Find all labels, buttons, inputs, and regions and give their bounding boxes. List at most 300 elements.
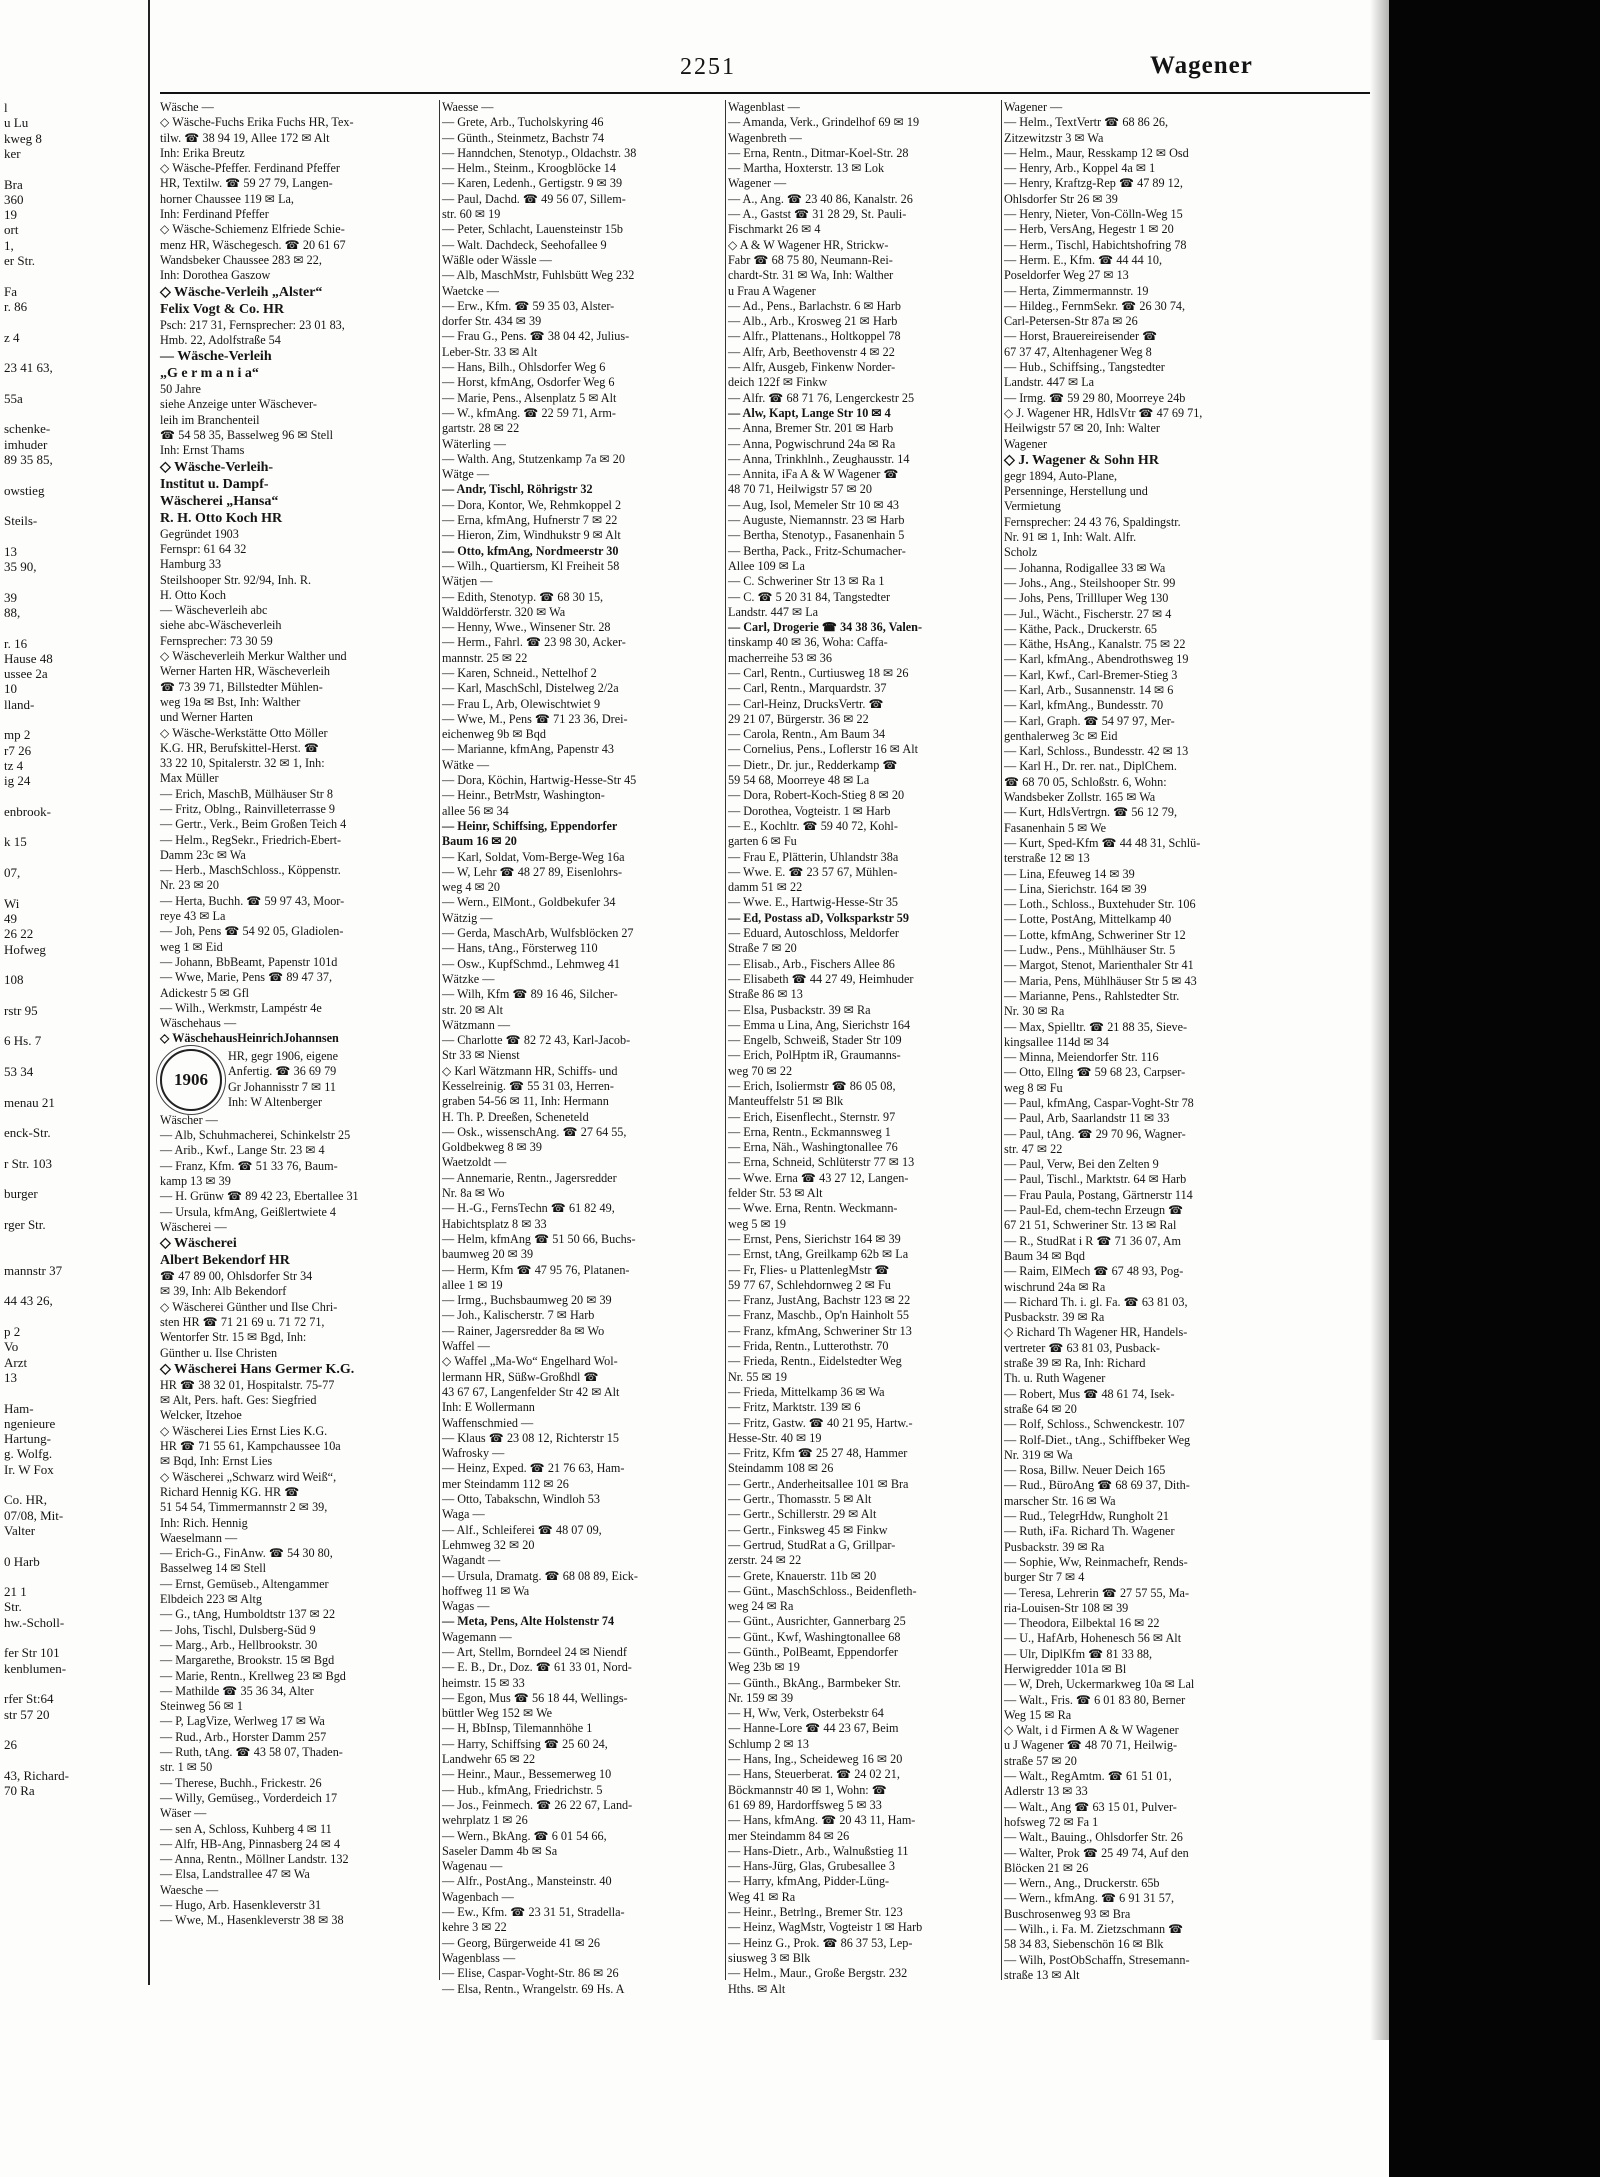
directory-entry-line: — Wilh., Quartiersm, Kl Freiheit 58	[442, 558, 620, 573]
directory-entry-line: — Frieda, Mittelkamp 36 ✉ Wa	[728, 1384, 885, 1399]
directory-entry-line: genthalerweg 3c ✉ Eid	[1004, 728, 1118, 743]
directory-entry-line: — Cornelius, Pens., Loflerstr 16 ✉ Alt	[728, 742, 918, 757]
directory-entry-line: — Margarethe, Brookstr. 15 ✉ Bgd	[160, 1653, 335, 1668]
directory-entry-line: Landwehr 65 ✉ 22	[442, 1752, 536, 1767]
gutter-fragment: rger Str.	[4, 1216, 46, 1232]
directory-entry-line: — Herm. E., Kfm. ☎ 44 44 10,	[1004, 252, 1163, 267]
directory-entry-line: Waffenschmied —	[442, 1415, 534, 1430]
directory-entry-line: Steindamm 108 ✉ 26	[728, 1461, 834, 1476]
directory-entry-line: — Herm, Kfm ☎ 47 95 76, Platanen-	[442, 1262, 630, 1277]
directory-entry-line: ◇ Walt, i d Firmen A & W Wagener	[1004, 1723, 1179, 1738]
directory-entry-line: — Frieda, Rentn., Eidelstedter Weg	[728, 1354, 902, 1369]
directory-entry-line: — Dora, Köchin, Hartwig-Hesse-Str 45	[442, 773, 637, 788]
directory-entry-line: Fasanenhain 5 ✉ We	[1004, 820, 1107, 835]
directory-entry-line: — H.-G., FernsTechn ☎ 61 82 49,	[442, 1201, 615, 1216]
directory-entry-line: ✉ 39, Inh: Alb Bekendorf	[160, 1284, 287, 1299]
directory-entry-line: — Hans-Jürg, Glas, Grubesallee 3	[728, 1859, 895, 1874]
directory-entry-line: gartstr. 28 ✉ 22	[442, 421, 520, 436]
directory-entry-line: Max Müller	[160, 771, 219, 786]
directory-entry-line: — Edith, Stenotyp. ☎ 68 30 15,	[442, 589, 604, 604]
directory-entry-line: — Helm., RegSekr., Friedrich-Ebert-	[160, 832, 342, 847]
directory-entry-line: Pusbackstr. 39 ✉ Ra	[1004, 1539, 1105, 1554]
directory-entry-line: — Marg., Arb., Hellbrookstr. 30	[160, 1637, 318, 1652]
directory-entry-line: — Hub., Schiffsing., Tangstedter	[1004, 360, 1165, 375]
directory-entry-line: Herwigredder 101a ✉ Bl	[1004, 1661, 1127, 1676]
directory-entry-line: — Hans, Bilh., Ohlsdorfer Weg 6	[442, 360, 606, 375]
directory-entry-line: ◇ Wäscherei „Schwarz wird Weiß“,	[160, 1469, 337, 1484]
directory-entry-line: — Joh., Kalischerstr. 7 ✉ Harb	[442, 1308, 595, 1323]
directory-entry-line: 50 Jahre	[160, 382, 201, 397]
directory-entry-line: — Margot, Stenot, Marienthaler Str 41	[1004, 958, 1194, 973]
directory-entry-line: Nr. 23 ✉ 20	[160, 878, 219, 893]
directory-entry-line: menz HR, Wäschegesch. ☎ 20 61 67	[160, 237, 346, 252]
directory-entry-line: weg 8 ✉ Fu	[1004, 1080, 1063, 1095]
directory-entry-line: — Marianne, Pens., Rahlstedter Str.	[1004, 988, 1180, 1003]
directory-entry-line: — Theodora, Eilbektal 16 ✉ 22	[1004, 1616, 1160, 1631]
directory-entry-line: — Paul, kfmAng, Caspar-Voght-Str 78	[1004, 1096, 1194, 1110]
directory-entry-line: Wagenbreth —	[728, 130, 802, 145]
directory-entry-line: — Wäscheverleih abc	[160, 603, 268, 618]
directory-entry-line: graben 54-56 ✉ 11, Inh: Hermann	[442, 1094, 609, 1109]
directory-entry-line: str. 47 ✉ 22	[1004, 1141, 1063, 1156]
directory-entry-line: — Alb., Arb., Krosweg 21 ✉ Harb	[728, 314, 898, 329]
directory-entry-line: — Aug, Isol, Memeler Str 10 ✉ 43	[728, 497, 900, 512]
directory-entry-line: — Walt., Fris. ☎ 6 01 83 80, Berner	[1004, 1692, 1186, 1707]
directory-entry-line: ◇ Wäsche-Pfeffer. Ferdinand Pfeffer	[160, 161, 340, 176]
directory-entry-line: — Marie, Rentn., Krellweg 23 ✉ Bgd	[160, 1668, 346, 1683]
directory-entry-line: — Helm., TextVertr ☎ 68 86 26,	[1004, 115, 1169, 130]
gutter-fragment: fer Str 101	[4, 1645, 60, 1661]
directory-entry-line: — Dorothea, Vogteistr. 1 ✉ Harb	[728, 803, 891, 818]
directory-entry-line: — Charlotte ☎ 82 72 43, Karl-Jacob-	[442, 1033, 631, 1048]
directory-entry-line: Waetcke —	[442, 283, 499, 298]
directory-entry-line: — Günth., PolBeamt, Eppendorfer	[728, 1644, 898, 1659]
running-head: Wagener	[1150, 52, 1253, 79]
directory-entry-line: — W, Lehr ☎ 48 27 89, Eisenlohrs-	[442, 864, 623, 879]
directory-entry-line: — Johann, BbBeamt, Papenstr 101d	[160, 954, 338, 969]
directory-entry-line: Fernsprecher: 73 30 59	[160, 633, 273, 648]
directory-entry-line: — Wwe. E. ☎ 23 57 67, Mühlen-	[728, 864, 898, 879]
directory-entry-line: — Otto, kfmAng, Nordmeerstr 30	[442, 543, 619, 558]
gutter-fragment: 53 34	[4, 1063, 34, 1079]
directory-entry-line: Wäschehaus —	[160, 1016, 237, 1031]
directory-entry-line: — Rainer, Jagersredder 8a ✉ Wo	[442, 1323, 605, 1338]
directory-entry-line: — Erich, MaschB, Mülhäuser Str 8	[160, 786, 333, 801]
directory-entry-line: — Wilh, PostObSchaffn, Stresemann-	[1004, 1952, 1190, 1967]
directory-entry-line: — Karl, MaschSchl, Distelweg 2/2a	[442, 681, 619, 696]
directory-entry-line: — Teresa, Lehrerin ☎ 27 57 55, Ma-	[1004, 1585, 1190, 1600]
gutter-fragment: Fa	[4, 283, 17, 299]
directory-entry-line: — Karl, Soldat, Vom-Berge-Weg 16a	[442, 849, 625, 864]
directory-entry-line: — Herm., Tischl, Habichtshofring 78	[1004, 237, 1187, 252]
directory-entry-line: Wafrosky —	[442, 1446, 505, 1461]
directory-entry-line: — Gertr., Finksweg 45 ✉ Finkw	[728, 1522, 888, 1537]
directory-entry-line: — Anna, Pogwischrund 24a ✉ Ra	[728, 436, 896, 451]
directory-entry-line: siehe abc-Wäscheverleih	[160, 618, 282, 633]
directory-entry-line: — Lina, Efeuweg 14 ✉ 39	[1004, 866, 1135, 881]
directory-entry-line: — C. Schweriner Str 13 ✉ Ra 1	[728, 574, 885, 589]
directory-entry-line: — Carl, Drogerie ☎ 34 38 36, Valen-	[728, 620, 923, 635]
directory-entry-line: — Elsa, Pusbackstr. 39 ✉ Ra	[728, 1002, 871, 1017]
directory-entry-line: — Frau Paula, Postang, Gärtnerstr 114	[1004, 1187, 1193, 1202]
directory-entry-line: — Anna, Bremer Str. 201 ✉ Harb	[728, 421, 894, 436]
gutter-fragment: p 2	[4, 1324, 21, 1339]
directory-entry-line: — Fritz, Gastw. ☎ 40 21 95, Hartw.-	[728, 1415, 913, 1430]
directory-entry-line: — Heinr., Betrlng., Bremer Str. 123	[728, 1905, 903, 1920]
directory-entry-line: — Wwe. E., Hartwig-Hesse-Str 35	[728, 895, 899, 910]
directory-entry-line: — Wwe. Erna, Rentn. Weckmann-	[728, 1201, 898, 1216]
directory-entry-line: H. Otto Koch	[160, 587, 227, 602]
directory-entry-line: — Kurt, HdlsVertrgn. ☎ 56 12 79,	[1004, 805, 1178, 820]
directory-entry-line: str. 1 ✉ 50	[160, 1760, 213, 1775]
directory-entry-line: Wätge —	[442, 467, 490, 482]
directory-entry-line: — Frau G., Pens. ☎ 38 04 42, Julius-	[442, 329, 630, 344]
directory-entry-line: felder Str. 53 ✉ Alt	[728, 1186, 823, 1201]
directory-entry-line: H. Th. P. Dreeßen, Scheneteld	[442, 1109, 589, 1124]
directory-entry-line: Wäscherei —	[160, 1219, 227, 1234]
directory-entry-line: Wäsche —	[160, 100, 214, 114]
directory-entry-line: 61 69 89, Hardorffsweg 5 ✉ 33	[728, 1797, 882, 1812]
directory-entry-line: ◇ WäschehausHeinrichJohannsen	[160, 1031, 339, 1046]
gutter-fragment: ort	[4, 222, 19, 238]
directory-entry-line: Th. u. Ruth Wagener	[1004, 1371, 1106, 1386]
directory-entry-line: Str 33 ✉ Nienst	[442, 1048, 520, 1063]
directory-entry-line: Nr. 159 ✉ 39	[728, 1690, 794, 1705]
directory-entry-line: — Erw., Kfm. ☎ 59 35 03, Alster-	[442, 298, 615, 313]
logo-block-line: Inh: W Altenberger	[228, 1095, 323, 1110]
directory-entry-line: Wätke —	[442, 757, 490, 772]
directory-entry-line: — E., Kochltr. ☎ 59 40 72, Kohl-	[728, 818, 898, 833]
founding-year-seal: 1906	[160, 1049, 222, 1111]
directory-entry-line: — Heinr., BetrMstr, Washington-	[442, 788, 605, 803]
directory-entry-line: — Rud., BüroAng ☎ 68 69 37, Dith-	[1004, 1478, 1190, 1493]
directory-entry-line: — Wilh., i. Fa. M. Zietzschmann ☎	[1004, 1922, 1184, 1937]
directory-entry-line: — Emma u Lina, Ang, Sierichstr 164	[728, 1017, 911, 1032]
directory-entry-line: gegr 1894, Auto-Plane,	[1004, 468, 1118, 483]
directory-entry-line: sten HR ☎ 71 21 69 u. 71 72 71,	[160, 1315, 325, 1329]
logo-block-line: Anfertig. ☎ 36 69 79	[228, 1064, 337, 1079]
directory-entry-line: — Rosa, Billw. Neuer Deich 165	[1004, 1463, 1166, 1478]
directory-entry-line: — Hans-Dietr., Arb., Walnußstieg 11	[728, 1843, 909, 1858]
directory-entry-line: — Alf., Schleiferei ☎ 48 07 09,	[442, 1522, 602, 1537]
gutter-fragment: r. 16	[4, 635, 28, 651]
directory-entry-line: — Käthe, Pack., Druckerstr. 65	[1004, 621, 1157, 636]
directory-entry-line: Landstr. 447 ✉ La	[728, 604, 819, 619]
directory-entry-line: — Lina, Sierichstr. 164 ✉ 39	[1004, 881, 1147, 896]
directory-entry-line: hoffweg 11 ✉ Wa	[442, 1583, 530, 1598]
gutter-fragment: Steils-	[4, 513, 38, 529]
directory-entry-line: — Ernst, tAng, Greilkamp 62b ✉ La	[728, 1247, 909, 1262]
directory-entry-line: — Grete, Arb., Tucholskyring 46	[442, 115, 604, 130]
directory-entry-line: — Dietr., Dr. jur., Redderkamp ☎	[728, 757, 898, 772]
gutter-fragment: g. Wolfg.	[4, 1446, 53, 1462]
directory-entry-line: hofsweg 72 ✉ Fa 1	[1004, 1814, 1099, 1829]
directory-entry-line: ◇ Richard Th Wagener HR, Handels-	[1004, 1325, 1188, 1340]
directory-entry-line: ☎ 47 89 00, Ohlsdorfer Str 34	[160, 1269, 313, 1284]
directory-entry-line: 29 21 07, Bürgerstr. 36 ✉ 22	[728, 711, 869, 726]
directory-entry-line: terstraße 12 ✉ 13	[1004, 851, 1090, 866]
gutter-fragment: l	[4, 100, 8, 115]
directory-entry-line: Inh: E Wollermann	[442, 1400, 535, 1415]
directory-entry-line: Wagener —	[1004, 100, 1063, 114]
directory-entry-line: Baum 34 ✉ Bqd	[1004, 1248, 1085, 1263]
directory-entry-line: — Franz, kfmAng, Schweriner Str 13	[728, 1323, 912, 1338]
gutter-fragment: r Str. 103	[4, 1155, 53, 1171]
directory-entry-line: Felix Vogt & Co. HR	[160, 301, 285, 317]
directory-entry-line: — Otto, Ellng ☎ 59 68 23, Carpser-	[1004, 1065, 1186, 1080]
directory-entry-line: — Paul-Ed, chem-techn Erzeugn ☎	[1004, 1203, 1184, 1218]
directory-entry-line: Inh: Erika Breutz	[160, 145, 245, 160]
directory-entry-line: — Elisab., Arb., Fischers Allee 86	[728, 956, 895, 971]
directory-entry-line: 33 22 10, Spitalerstr. 32 ✉ 1, Inh:	[160, 756, 325, 771]
directory-entry-line: Straße 7 ✉ 20	[728, 941, 797, 956]
directory-entry-line: Wagenblass —	[442, 1950, 516, 1965]
gutter-fragment: Arzt	[4, 1354, 28, 1370]
column-divider	[1001, 100, 1002, 1980]
directory-entry-line: — Elsa, Rentn., Wrangelstr. 69 Hs. A	[442, 1981, 625, 1996]
directory-entry-line: — Kurt, Sped-Kfm ☎ 44 48 31, Schlü-	[1004, 835, 1201, 850]
directory-entry-line: ◇ Wäscherei Günther und Ilse Chri-	[160, 1299, 338, 1314]
directory-entry-line: — Karen, Ledenh., Gertigstr. 9 ✉ 39	[442, 176, 623, 191]
gutter-fragment: ker	[4, 145, 21, 161]
directory-entry-line: weg 4 ✉ 20	[442, 880, 500, 895]
directory-entry-line: Elbdeich 223 ✉ Altg	[160, 1592, 262, 1607]
directory-entry-line: Fernspr: 61 64 32	[160, 541, 247, 556]
directory-entry-line: — Wern., BkAng. ☎ 6 01 54 66,	[442, 1828, 607, 1843]
directory-entry-line: — Helm., Maur, Resskamp 12 ✉ Osd	[1004, 145, 1189, 160]
directory-entry-line: — Elsa, Landstrallee 47 ✉ Wa	[160, 1867, 310, 1882]
directory-entry-line: — A., Gastst ☎ 31 28 29, St. Pauli-	[728, 207, 907, 222]
directory-entry-line: — Hugo, Arb. Hasenkleverstr 31	[160, 1897, 322, 1912]
directory-entry-line: Adlerstr 13 ✉ 33	[1004, 1784, 1088, 1799]
directory-entry-line: vertreter ☎ 63 81 03, Pusback-	[1004, 1340, 1160, 1355]
directory-entry-line: Steinweg 56 ✉ 1	[160, 1699, 243, 1714]
directory-entry-line: Wätzmann —	[442, 1017, 511, 1032]
directory-entry-line: — Rolf, Schloss., Schwenckestr. 107	[1004, 1417, 1185, 1432]
directory-entry-line: — Karl, kfmAng., Bundesstr. 70	[1004, 698, 1164, 713]
directory-entry-line: — Günth., BkAng., Barmbeker Str.	[728, 1675, 901, 1690]
directory-entry-line: ◇ A & W Wagener HR, Strickw-	[728, 237, 889, 252]
directory-entry-line: — Hans, Steuerberat. ☎ 24 02 21,	[728, 1767, 900, 1782]
directory-entry-line: — Ursula, kfmAng, Geißlertwiete 4	[160, 1204, 336, 1219]
directory-entry-line: — Arib., Kwf., Lange Str. 23 ✉ 4	[160, 1143, 325, 1158]
directory-entry-line: Nr. 91 ✉ 1, Inh: Walt. Alfr.	[1004, 530, 1137, 545]
directory-entry-line: — Erich, Eisenflecht., Sternstr. 97	[728, 1109, 896, 1124]
directory-entry-line: 43 67 67, Langenfelder Str 42 ✉ Alt	[442, 1384, 620, 1399]
directory-entry-line: Adickestr 5 ✉ Gfl	[160, 985, 250, 1000]
gutter-fragment: mannstr 37	[4, 1262, 63, 1278]
directory-entry-line: Basselweg 14 ✉ Stell	[160, 1561, 267, 1576]
gutter-fragment: mp 2	[4, 727, 31, 743]
directory-entry-line: Wagenbach —	[442, 1889, 514, 1904]
directory-entry-line: K.G. HR, Berufskittel-Herst. ☎	[160, 740, 320, 755]
directory-entry-line: — Erna, Näh., Washingtonallee 76	[728, 1140, 898, 1155]
directory-entry-line: 67 37 47, Altenhagener Weg 8	[1004, 344, 1152, 359]
directory-entry-line: Wätzig —	[442, 910, 493, 925]
directory-entry-line: 51 54 54, Timmermannstr 2 ✉ 39,	[160, 1500, 328, 1515]
directory-entry-line: heimstr. 15 ✉ 33	[442, 1675, 525, 1690]
directory-entry-line: — Helm., Steinm., Kroogblöcke 14	[442, 161, 616, 176]
directory-entry-line: — Erna, kfmAng, Hufnerstr 7 ✉ 22	[442, 513, 618, 528]
directory-entry-line: straße 13 ✉ Alt	[1004, 1967, 1080, 1982]
gutter-fragment: lland-	[4, 696, 35, 712]
directory-entry-line: — Erich, Isoliermstr ☎ 86 05 08,	[728, 1079, 896, 1093]
directory-entry-line: R. H. Otto Koch HR	[160, 510, 283, 526]
directory-entry-line: — Walth. Ang, Stutzenkamp 7a ✉ 20	[442, 451, 625, 466]
gutter-fragment: Wi	[4, 895, 20, 911]
logo-block-line: Gr Johannisstr 7 ✉ 11	[228, 1079, 336, 1094]
page-number: 2251	[680, 54, 736, 80]
directory-entry-line: — Annemarie, Rentn., Jagersredder	[442, 1170, 617, 1185]
directory-entry-line: — Karl, Graph. ☎ 54 97 97, Mer-	[1004, 713, 1175, 728]
directory-entry-line: chardt-Str. 31 ✉ Wa, Inh: Walther	[728, 268, 894, 283]
directory-entry-line: — Frau E, Plätterin, Uhlandstr 38a	[728, 849, 899, 864]
directory-entry-line: — Paul, Verw, Bei den Zelten 9	[1004, 1157, 1159, 1172]
directory-entry-line: — Therese, Buchh., Frickestr. 26	[160, 1775, 322, 1790]
directory-entry-line: — C. ☎ 5 20 31 84, Tangstedter	[728, 589, 891, 604]
directory-entry-line: — Gertrud, StudRat a G, Grillpar-	[728, 1537, 896, 1552]
directory-entry-line: — Wwe, M., Hasenkleverstr 38 ✉ 38	[160, 1913, 344, 1928]
directory-entry-line: Landstr. 447 ✉ La	[1004, 375, 1095, 390]
directory-entry-line: — Ernst, Pens, Sierichstr 164 ✉ 39	[728, 1231, 901, 1246]
directory-entry-line: Heilwigstr 57 ✉ 20, Inh: Walter	[1004, 421, 1160, 436]
directory-entry-line: — Elise, Caspar-Voght-Str. 86 ✉ 26	[442, 1966, 619, 1981]
directory-entry-line: ✉ Alt, Pers. haft. Ges: Siegfried	[160, 1393, 317, 1408]
directory-entry-line: Psch: 217 31, Fernsprecher: 23 01 83,	[160, 317, 345, 332]
directory-entry-line: Böckmannstr 40 ✉ 1, Wohn: ☎	[728, 1782, 887, 1797]
directory-entry-line: — Robert, Mus ☎ 48 61 74, Isek-	[1004, 1386, 1175, 1401]
directory-entry-line: Waeselmann —	[160, 1530, 238, 1545]
directory-entry-line: — Herb, VersAng, Hegestr 1 ✉ 20	[1004, 222, 1174, 237]
directory-entry-line: siehe Anzeige unter Wäschever-	[160, 397, 317, 412]
directory-entry-line: Persenninge, Herstellung und	[1004, 484, 1148, 499]
directory-entry-line: — Horst, kfmAng, Osdorfer Weg 6	[442, 375, 615, 390]
directory-entry-line: — Auguste, Niemannstr. 23 ✉ Harb	[728, 513, 905, 528]
column-divider	[439, 100, 440, 1980]
directory-entry-line: — Paul, Arb, Saarlandstr 11 ✉ 33	[1004, 1111, 1170, 1126]
gutter-fragment: kweg 8	[4, 130, 42, 146]
directory-entry-line: — Erna, Rentn., Ditmar-Koel-Str. 28	[728, 145, 909, 160]
directory-entry-line: — Annita, iFa A & W Wagener ☎	[728, 467, 899, 482]
directory-entry-line: — Franz, Maschb., Op'n Hainholt 55	[728, 1308, 909, 1323]
directory-entry-line: — Alfr., PostAng., Mansteinstr. 40	[442, 1874, 612, 1889]
directory-entry-line: weg 70 ✉ 22	[728, 1063, 793, 1078]
directory-entry-line: ◇ Wäsche-Verleih „Alster“	[160, 284, 323, 300]
directory-entry-line: — Peter, Schlacht, Lauensteinstr 15b	[442, 222, 623, 237]
directory-entry-line: 67 21 51, Schweriner Str. 13 ✉ Ral	[1004, 1218, 1177, 1233]
directory-entry-line: weg 5 ✉ 19	[728, 1216, 786, 1231]
directory-entry-line: — Walt., RegAmtm. ☎ 61 51 01,	[1004, 1769, 1172, 1784]
gutter-fragment: 44 43 26,	[4, 1293, 53, 1309]
directory-entry-line: — Heinr., Maur., Bessemerweg 10	[442, 1767, 612, 1782]
directory-entry-line: — Paul, Tischl., Marktstr. 64 ✉ Harb	[1004, 1172, 1187, 1187]
directory-entry-line: mannstr. 25 ✉ 22	[442, 650, 528, 665]
gutter-fragment: Ir. W Fox	[4, 1461, 54, 1477]
directory-entry-line: — H, Ww, Verk, Osterbekstr 64	[728, 1706, 884, 1721]
directory-entry-line: Steilshooper Str. 92/94, Inh. R.	[160, 572, 311, 587]
directory-entry-line: eichenweg 9b ✉ Bqd	[442, 727, 546, 742]
directory-entry-line: — Irmg., Buchsbaumweg 20 ✉ 39	[442, 1293, 612, 1308]
directory-entry-line: — Egon, Mus ☎ 56 18 44, Wellings-	[442, 1690, 628, 1705]
directory-entry-line: — Paul, tAng. ☎ 29 70 96, Wagner-	[1004, 1126, 1186, 1141]
directory-entry-line: ◇ Wäsche-Verleih-	[160, 459, 274, 475]
directory-entry-line: straße 64 ✉ 20	[1004, 1401, 1077, 1416]
directory-entry-line: — Johs., Ang., Steilshooper Str. 99	[1004, 575, 1176, 590]
directory-entry-line: — Erna, Schneid, Schlüterstr 77 ✉ 13	[728, 1155, 915, 1170]
gutter-fragment: burger	[4, 1186, 38, 1202]
directory-entry-line: 48 70 71, Heilwigstr 57 ✉ 20	[728, 482, 872, 497]
directory-entry-line: — Ruth, tAng. ☎ 43 58 07, Thaden-	[160, 1745, 343, 1760]
directory-entry-line: — Günth., Steinmetz, Bachstr 74	[442, 130, 605, 145]
directory-entry-line: — Helm, kfmAng ☎ 51 50 66, Buchs-	[442, 1231, 636, 1246]
advertiser-logo-block	[160, 1049, 438, 1111]
directory-entry-line: — Frau L, Arb, Olewischtwiet 9	[442, 696, 601, 711]
gutter-fragment: 26	[4, 1737, 17, 1753]
directory-entry-line: — W., kfmAng. ☎ 22 59 71, Arm-	[442, 405, 616, 420]
gutter-fragment: 26 22	[4, 926, 34, 942]
directory-entry-line: Wentorfer Str. 15 ✉ Bgd, Inh:	[160, 1330, 307, 1345]
directory-entry-line: Scholz	[1004, 545, 1038, 560]
directory-entry-line: — Alb, MaschMstr, Fuhlsbütt Weg 232	[442, 268, 635, 283]
directory-entry-line: — H. Grünw ☎ 89 42 23, Ebertallee 31	[160, 1189, 359, 1204]
directory-entry-line: Weg 15 ✉ Ra	[1004, 1707, 1072, 1722]
directory-entry-line: Inh: Dorothea Gaszow	[160, 268, 271, 283]
directory-entry-line: — Fritz, Marktstr. 139 ✉ 6	[728, 1400, 861, 1415]
directory-entry-line: — Raim, ElMech ☎ 67 48 93, Pog-	[1004, 1264, 1184, 1279]
gutter-fragment: 23 41 63,	[4, 360, 53, 376]
directory-entry-line: — Wäsche-Verleih	[160, 349, 272, 365]
directory-entry-line: — Herta, Zimmermannstr. 19	[1004, 283, 1149, 298]
directory-entry-line: „G e r m a n i a“	[160, 366, 259, 382]
directory-entry-line: Wagenblast —	[728, 100, 800, 114]
directory-entry-line: ☎ 73 39 71, Billstedter Mühlen-	[160, 679, 323, 694]
directory-entry-line: — Hub., kfmAng, Friedrichstr. 5	[442, 1782, 603, 1797]
directory-entry-line: Fernsprecher: 24 43 76, Spaldingstr.	[1004, 514, 1181, 529]
directory-entry-line: ☎ 68 70 05, Schloßstr. 6, Wohn:	[1004, 774, 1167, 789]
directory-entry-line: — Carl, Rentn., Curtiusweg 18 ✉ 26	[728, 665, 909, 680]
directory-entry-line: — Carl, Rentn., Marquardstr. 37	[728, 681, 887, 696]
directory-entry-line: — Henry, Kraftzg-Rep ☎ 47 89 12,	[1004, 176, 1183, 191]
directory-entry-line: Inh: Rich. Hennig	[160, 1515, 248, 1530]
directory-entry-line: — Ed, Postass aD, Volksparkstr 59	[728, 910, 909, 925]
directory-entry-line: straße 57 ✉ 20	[1004, 1753, 1077, 1768]
directory-entry-line: ◇ Wäsche-Werkstätte Otto Möller	[160, 725, 328, 740]
directory-entry-line: — Rud., TelegrHdw, Rungholt 21	[1004, 1509, 1170, 1524]
directory-entry-line: kingsallee 114d ✉ 34	[1004, 1034, 1109, 1049]
directory-entry-line: ria-Louisen-Str 108 ✉ 39	[1004, 1600, 1129, 1615]
directory-entry-line: — Walter, Prok ☎ 25 49 74, Auf den	[1004, 1845, 1189, 1860]
directory-entry-line: str. 20 ✉ Alt	[442, 1002, 504, 1017]
directory-entry-line: kehre 3 ✉ 22	[442, 1920, 507, 1935]
gutter-fragment: Hartung-	[4, 1431, 51, 1447]
directory-entry-line: Nr. 8a ✉ Wo	[442, 1186, 505, 1201]
directory-entry-line: — Walt., Bauing., Ohlsdorfer Str. 26	[1004, 1830, 1183, 1845]
gutter-fragment: 43, Richard-	[4, 1767, 69, 1783]
gutter-fragment: 13	[4, 543, 17, 559]
directory-entry-line: Wandsbeker Zollstr. 165 ✉ Wa	[1004, 790, 1156, 805]
directory-entry-line: Waga —	[442, 1507, 485, 1522]
directory-entry-line: — Anna, Rentn., Möllner Landstr. 132	[160, 1852, 349, 1867]
directory-entry-line: ☎ 54 58 35, Basselweg 96 ✉ Stell	[160, 428, 333, 443]
directory-entry-line: — Hanne-Lore ☎ 44 23 67, Beim	[728, 1721, 899, 1736]
directory-entry-line: Hths. ✉ Alt	[728, 1981, 786, 1996]
directory-entry-line: tinskamp 40 ✉ 36, Woha: Caffa-	[728, 635, 888, 650]
directory-entry-line: — Eduard, Autoschloss, Meldorfer	[728, 926, 899, 941]
directory-entry-line: — Gertr., Verk., Beim Großen Teich 4	[160, 817, 347, 832]
directory-entry-line: — Hans, kfmAng. ☎ 20 43 11, Ham-	[728, 1813, 916, 1828]
directory-entry-line: — Ulr, DiplKfm ☎ 81 33 88,	[1004, 1646, 1153, 1661]
directory-entry-line: — Ursula, Dramatg. ☎ 68 08 89, Eick-	[442, 1568, 638, 1583]
